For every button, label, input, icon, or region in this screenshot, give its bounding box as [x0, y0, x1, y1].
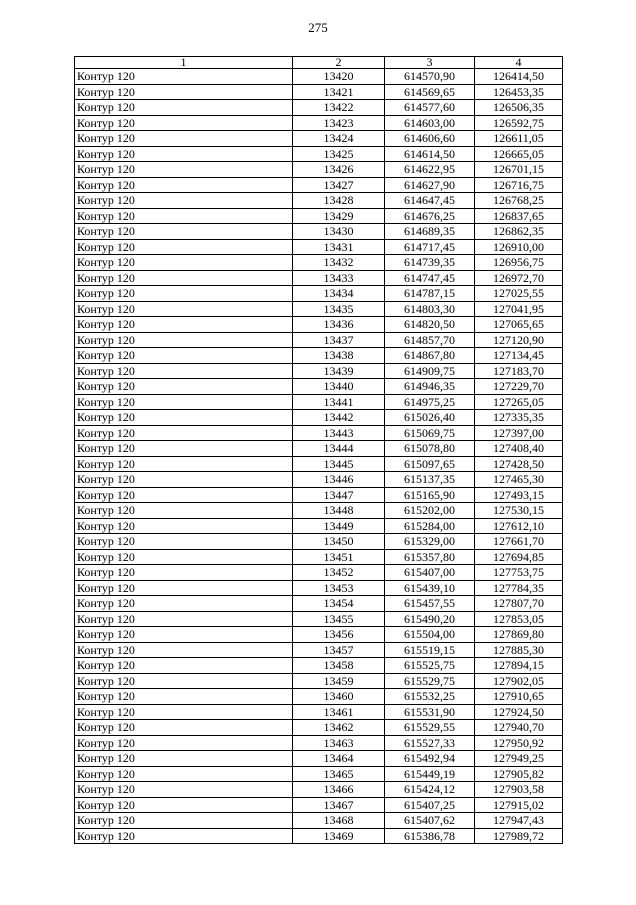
- y-coordinate-cell: 126665,05: [475, 146, 563, 162]
- y-coordinate-cell: 127753,75: [475, 565, 563, 581]
- table-row: [75, 534, 563, 550]
- table-row: [75, 177, 563, 193]
- table-row: [75, 84, 563, 100]
- y-coordinate-cell: 126506,35: [475, 100, 563, 116]
- point-number-cell: 13424: [293, 131, 385, 147]
- contour-name-cell: Контур 120: [75, 379, 293, 395]
- y-coordinate-cell: 126837,65: [475, 208, 563, 224]
- contour-name-cell: Контур 120: [75, 720, 293, 736]
- x-coordinate-cell: 615284,00: [385, 518, 475, 534]
- x-coordinate-cell: 614606,60: [385, 131, 475, 147]
- x-coordinate-cell: 614946,35: [385, 379, 475, 395]
- contour-name-cell: Контур 120: [75, 177, 293, 193]
- table-row: [75, 456, 563, 472]
- point-number-cell: 13444: [293, 441, 385, 457]
- y-coordinate-cell: 127869,80: [475, 627, 563, 643]
- contour-name-cell: Контур 120: [75, 704, 293, 720]
- contour-name-cell: Контур 120: [75, 627, 293, 643]
- point-number-cell: 13437: [293, 332, 385, 348]
- x-coordinate-cell: 614647,45: [385, 193, 475, 209]
- table-row: [75, 332, 563, 348]
- y-coordinate-cell: 127885,30: [475, 642, 563, 658]
- x-coordinate-cell: 615097,65: [385, 456, 475, 472]
- x-coordinate-cell: 614622,95: [385, 162, 475, 178]
- x-coordinate-cell: 614787,15: [385, 286, 475, 302]
- y-coordinate-cell: 127229,70: [475, 379, 563, 395]
- contour-name-cell: Контур 120: [75, 472, 293, 488]
- y-coordinate-cell: 127784,35: [475, 580, 563, 596]
- table-row: [75, 720, 563, 736]
- column-header: 2: [293, 57, 385, 69]
- table-row: [75, 751, 563, 767]
- table-row: [75, 208, 563, 224]
- y-coordinate-cell: 127853,05: [475, 611, 563, 627]
- contour-name-cell: Контур 120: [75, 410, 293, 426]
- coordinates-table: [74, 56, 563, 844]
- point-number-cell: 13434: [293, 286, 385, 302]
- x-coordinate-cell: 615492,94: [385, 751, 475, 767]
- point-number-cell: 13456: [293, 627, 385, 643]
- table-row: [75, 410, 563, 426]
- contour-name-cell: Контур 120: [75, 813, 293, 829]
- point-number-cell: 13426: [293, 162, 385, 178]
- point-number-cell: 13433: [293, 270, 385, 286]
- contour-name-cell: Контур 120: [75, 534, 293, 550]
- contour-name-cell: Контур 120: [75, 782, 293, 798]
- x-coordinate-cell: 615026,40: [385, 410, 475, 426]
- contour-name-cell: Контур 120: [75, 518, 293, 534]
- contour-name-cell: Контур 120: [75, 224, 293, 240]
- x-coordinate-cell: 615407,62: [385, 813, 475, 829]
- contour-name-cell: Контур 120: [75, 317, 293, 333]
- x-coordinate-cell: 615165,90: [385, 487, 475, 503]
- contour-name-cell: Контур 120: [75, 208, 293, 224]
- x-coordinate-cell: 614909,75: [385, 363, 475, 379]
- point-number-cell: 13461: [293, 704, 385, 720]
- table-row: [75, 549, 563, 565]
- y-coordinate-cell: 126716,75: [475, 177, 563, 193]
- point-number-cell: 13460: [293, 689, 385, 705]
- y-coordinate-cell: 126972,70: [475, 270, 563, 286]
- y-coordinate-cell: 127903,58: [475, 782, 563, 798]
- point-number-cell: 13452: [293, 565, 385, 581]
- table-row: [75, 487, 563, 503]
- y-coordinate-cell: 127120,90: [475, 332, 563, 348]
- x-coordinate-cell: 614820,50: [385, 317, 475, 333]
- point-number-cell: 13447: [293, 487, 385, 503]
- table-row: [75, 425, 563, 441]
- y-coordinate-cell: 127694,85: [475, 549, 563, 565]
- y-coordinate-cell: 127612,10: [475, 518, 563, 534]
- contour-name-cell: Контур 120: [75, 797, 293, 813]
- x-coordinate-cell: 614614,50: [385, 146, 475, 162]
- table-row: [75, 813, 563, 829]
- point-number-cell: 13464: [293, 751, 385, 767]
- table-row: [75, 689, 563, 705]
- y-coordinate-cell: 126701,15: [475, 162, 563, 178]
- table-row: [75, 441, 563, 457]
- table-row: [75, 782, 563, 798]
- point-number-cell: 13449: [293, 518, 385, 534]
- point-number-cell: 13442: [293, 410, 385, 426]
- point-number-cell: 13459: [293, 673, 385, 689]
- table-row: [75, 735, 563, 751]
- point-number-cell: 13439: [293, 363, 385, 379]
- table-row: [75, 193, 563, 209]
- y-coordinate-cell: 127065,65: [475, 317, 563, 333]
- point-number-cell: 13468: [293, 813, 385, 829]
- table-row: [75, 766, 563, 782]
- contour-name-cell: Контур 120: [75, 239, 293, 255]
- contour-name-cell: Контур 120: [75, 162, 293, 178]
- contour-name-cell: Контур 120: [75, 456, 293, 472]
- point-number-cell: 13466: [293, 782, 385, 798]
- point-number-cell: 13448: [293, 503, 385, 519]
- contour-name-cell: Контур 120: [75, 115, 293, 131]
- point-number-cell: 13438: [293, 348, 385, 364]
- point-number-cell: 13443: [293, 425, 385, 441]
- table-row: [75, 503, 563, 519]
- point-number-cell: 13463: [293, 735, 385, 751]
- contour-name-cell: Контур 120: [75, 565, 293, 581]
- y-coordinate-cell: 127025,55: [475, 286, 563, 302]
- point-number-cell: 13432: [293, 255, 385, 271]
- column-header: 4: [475, 57, 563, 69]
- point-number-cell: 13451: [293, 549, 385, 565]
- x-coordinate-cell: 615357,80: [385, 549, 475, 565]
- x-coordinate-cell: 615519,15: [385, 642, 475, 658]
- x-coordinate-cell: 615137,35: [385, 472, 475, 488]
- table-row: [75, 317, 563, 333]
- table-row: [75, 642, 563, 658]
- contour-name-cell: Контур 120: [75, 131, 293, 147]
- y-coordinate-cell: 127989,72: [475, 828, 563, 844]
- y-coordinate-cell: 127949,25: [475, 751, 563, 767]
- contour-name-cell: Контур 120: [75, 286, 293, 302]
- table-row: [75, 348, 563, 364]
- y-coordinate-cell: 127183,70: [475, 363, 563, 379]
- x-coordinate-cell: 615407,25: [385, 797, 475, 813]
- table-row: [75, 596, 563, 612]
- x-coordinate-cell: 615449,19: [385, 766, 475, 782]
- table-body: [75, 69, 563, 844]
- table-row: [75, 580, 563, 596]
- contour-name-cell: Контур 120: [75, 84, 293, 100]
- table-row: [75, 301, 563, 317]
- contour-name-cell: Контур 120: [75, 363, 293, 379]
- x-coordinate-cell: 615078,80: [385, 441, 475, 457]
- x-coordinate-cell: 614569,65: [385, 84, 475, 100]
- x-coordinate-cell: 614867,80: [385, 348, 475, 364]
- point-number-cell: 13425: [293, 146, 385, 162]
- contour-name-cell: Контур 120: [75, 394, 293, 410]
- contour-name-cell: Контур 120: [75, 255, 293, 271]
- table-row: [75, 394, 563, 410]
- y-coordinate-cell: 127530,15: [475, 503, 563, 519]
- point-number-cell: 13462: [293, 720, 385, 736]
- x-coordinate-cell: 614577,60: [385, 100, 475, 116]
- contour-name-cell: Контур 120: [75, 596, 293, 612]
- y-coordinate-cell: 127335,35: [475, 410, 563, 426]
- contour-name-cell: Контур 120: [75, 193, 293, 209]
- table-row: [75, 611, 563, 627]
- contour-name-cell: Контур 120: [75, 642, 293, 658]
- page-number: 275: [308, 20, 328, 35]
- x-coordinate-cell: 615439,10: [385, 580, 475, 596]
- y-coordinate-cell: 127041,95: [475, 301, 563, 317]
- point-number-cell: 13450: [293, 534, 385, 550]
- contour-name-cell: Контур 120: [75, 441, 293, 457]
- table-row: [75, 239, 563, 255]
- point-number-cell: 13441: [293, 394, 385, 410]
- contour-name-cell: Контур 120: [75, 549, 293, 565]
- x-coordinate-cell: 614676,25: [385, 208, 475, 224]
- x-coordinate-cell: 614739,35: [385, 255, 475, 271]
- x-coordinate-cell: 615069,75: [385, 425, 475, 441]
- contour-name-cell: Контур 120: [75, 146, 293, 162]
- table-row: [75, 69, 563, 85]
- x-coordinate-cell: 615525,75: [385, 658, 475, 674]
- x-coordinate-cell: 615490,20: [385, 611, 475, 627]
- table-row: [75, 518, 563, 534]
- x-coordinate-cell: 615529,75: [385, 673, 475, 689]
- point-number-cell: 13427: [293, 177, 385, 193]
- x-coordinate-cell: 614975,25: [385, 394, 475, 410]
- y-coordinate-cell: 127661,70: [475, 534, 563, 550]
- y-coordinate-cell: 127493,15: [475, 487, 563, 503]
- x-coordinate-cell: 614603,00: [385, 115, 475, 131]
- table-row: [75, 146, 563, 162]
- y-coordinate-cell: 127265,05: [475, 394, 563, 410]
- x-coordinate-cell: 614717,45: [385, 239, 475, 255]
- y-coordinate-cell: 127408,40: [475, 441, 563, 457]
- point-number-cell: 13469: [293, 828, 385, 844]
- y-coordinate-cell: 126862,35: [475, 224, 563, 240]
- x-coordinate-cell: 614747,45: [385, 270, 475, 286]
- x-coordinate-cell: 614857,70: [385, 332, 475, 348]
- point-number-cell: 13457: [293, 642, 385, 658]
- point-number-cell: 13435: [293, 301, 385, 317]
- point-number-cell: 13453: [293, 580, 385, 596]
- x-coordinate-cell: 615531,90: [385, 704, 475, 720]
- x-coordinate-cell: 615527,33: [385, 735, 475, 751]
- table-row: [75, 255, 563, 271]
- y-coordinate-cell: 127910,65: [475, 689, 563, 705]
- table-row: [75, 379, 563, 395]
- y-coordinate-cell: 127465,30: [475, 472, 563, 488]
- table-row: [75, 565, 563, 581]
- contour-name-cell: Контур 120: [75, 270, 293, 286]
- y-coordinate-cell: 127428,50: [475, 456, 563, 472]
- y-coordinate-cell: 126956,75: [475, 255, 563, 271]
- x-coordinate-cell: 615202,00: [385, 503, 475, 519]
- table-row: [75, 627, 563, 643]
- table-row: [75, 286, 563, 302]
- contour-name-cell: Контур 120: [75, 766, 293, 782]
- point-number-cell: 13422: [293, 100, 385, 116]
- contour-name-cell: Контур 120: [75, 332, 293, 348]
- column-header: 1: [75, 57, 293, 69]
- contour-name-cell: Контур 120: [75, 673, 293, 689]
- point-number-cell: 13467: [293, 797, 385, 813]
- y-coordinate-cell: 126910,00: [475, 239, 563, 255]
- y-coordinate-cell: 126768,25: [475, 193, 563, 209]
- y-coordinate-cell: 127947,43: [475, 813, 563, 829]
- point-number-cell: 13428: [293, 193, 385, 209]
- table-row: [75, 270, 563, 286]
- table-header-row: [75, 57, 563, 69]
- point-number-cell: 13431: [293, 239, 385, 255]
- point-number-cell: 13429: [293, 208, 385, 224]
- x-coordinate-cell: 615529,55: [385, 720, 475, 736]
- contour-name-cell: Контур 120: [75, 735, 293, 751]
- x-coordinate-cell: 615329,00: [385, 534, 475, 550]
- y-coordinate-cell: 127915,02: [475, 797, 563, 813]
- y-coordinate-cell: 126414,50: [475, 69, 563, 85]
- table-row: [75, 115, 563, 131]
- x-coordinate-cell: 615407,00: [385, 565, 475, 581]
- y-coordinate-cell: 126592,75: [475, 115, 563, 131]
- x-coordinate-cell: 614570,90: [385, 69, 475, 85]
- point-number-cell: 13430: [293, 224, 385, 240]
- x-coordinate-cell: 615457,55: [385, 596, 475, 612]
- x-coordinate-cell: 614627,90: [385, 177, 475, 193]
- x-coordinate-cell: 615424,12: [385, 782, 475, 798]
- y-coordinate-cell: 127902,05: [475, 673, 563, 689]
- contour-name-cell: Контур 120: [75, 580, 293, 596]
- contour-name-cell: Контур 120: [75, 611, 293, 627]
- x-coordinate-cell: 615504,00: [385, 627, 475, 643]
- x-coordinate-cell: 615532,25: [385, 689, 475, 705]
- table-row: [75, 131, 563, 147]
- point-number-cell: 13454: [293, 596, 385, 612]
- contour-name-cell: Контур 120: [75, 828, 293, 844]
- y-coordinate-cell: 126611,05: [475, 131, 563, 147]
- point-number-cell: 13440: [293, 379, 385, 395]
- table-row: [75, 797, 563, 813]
- contour-name-cell: Контур 120: [75, 503, 293, 519]
- table-row: [75, 704, 563, 720]
- y-coordinate-cell: 127397,00: [475, 425, 563, 441]
- y-coordinate-cell: 127807,70: [475, 596, 563, 612]
- contour-name-cell: Контур 120: [75, 425, 293, 441]
- y-coordinate-cell: 127894,15: [475, 658, 563, 674]
- table-row: [75, 162, 563, 178]
- point-number-cell: 13436: [293, 317, 385, 333]
- contour-name-cell: Контур 120: [75, 100, 293, 116]
- point-number-cell: 13421: [293, 84, 385, 100]
- table-row: [75, 224, 563, 240]
- point-number-cell: 13458: [293, 658, 385, 674]
- y-coordinate-cell: 127950,92: [475, 735, 563, 751]
- x-coordinate-cell: 614689,35: [385, 224, 475, 240]
- x-coordinate-cell: 614803,30: [385, 301, 475, 317]
- contour-name-cell: Контур 120: [75, 301, 293, 317]
- x-coordinate-cell: 615386,78: [385, 828, 475, 844]
- y-coordinate-cell: 127924,50: [475, 704, 563, 720]
- table-row: [75, 363, 563, 379]
- point-number-cell: 13420: [293, 69, 385, 85]
- contour-name-cell: Контур 120: [75, 751, 293, 767]
- table-row: [75, 100, 563, 116]
- table-row: [75, 673, 563, 689]
- contour-name-cell: Контур 120: [75, 69, 293, 85]
- contour-name-cell: Контур 120: [75, 689, 293, 705]
- y-coordinate-cell: 127940,70: [475, 720, 563, 736]
- table-row: [75, 658, 563, 674]
- point-number-cell: 13445: [293, 456, 385, 472]
- contour-name-cell: Контур 120: [75, 658, 293, 674]
- table-row: [75, 828, 563, 844]
- column-header: 3: [385, 57, 475, 69]
- point-number-cell: 13446: [293, 472, 385, 488]
- contour-name-cell: Контур 120: [75, 348, 293, 364]
- y-coordinate-cell: 126453,35: [475, 84, 563, 100]
- point-number-cell: 13465: [293, 766, 385, 782]
- point-number-cell: 13455: [293, 611, 385, 627]
- y-coordinate-cell: 127134,45: [475, 348, 563, 364]
- y-coordinate-cell: 127905,82: [475, 766, 563, 782]
- point-number-cell: 13423: [293, 115, 385, 131]
- contour-name-cell: Контур 120: [75, 487, 293, 503]
- table-row: [75, 472, 563, 488]
